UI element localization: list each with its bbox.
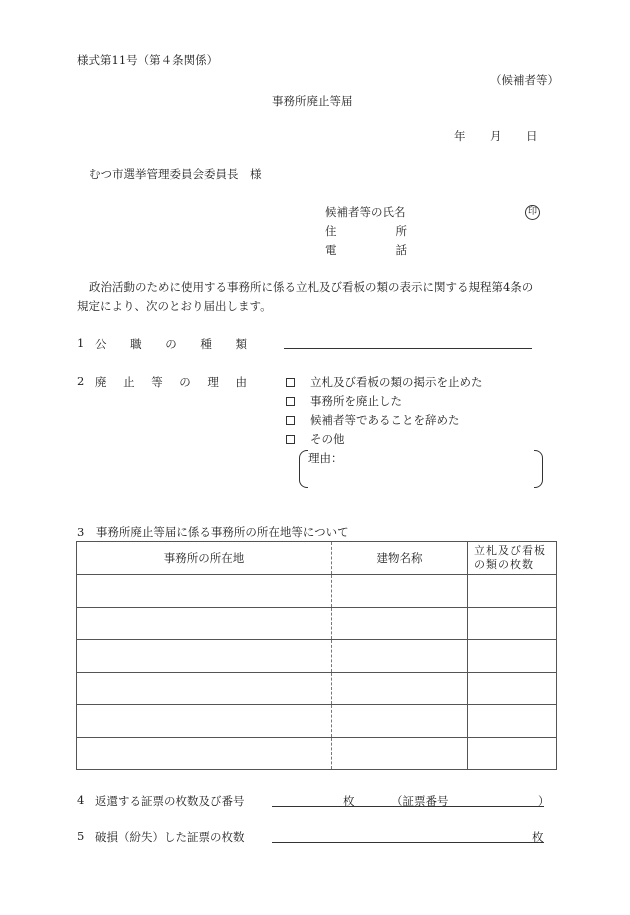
cell-building[interactable] xyxy=(332,575,468,608)
label-char: 等 xyxy=(151,375,163,389)
date-year-label: 年 xyxy=(454,129,466,143)
reason-label: 理由： xyxy=(308,451,343,465)
body-text-line1: 政治活動のために使用する事務所に係る立札及び看板の類の表示に関する規程第4条の xyxy=(89,280,534,294)
reason-bracket-left xyxy=(299,450,308,488)
table-row xyxy=(77,575,557,608)
cell-building[interactable] xyxy=(332,607,468,640)
table-row xyxy=(77,737,557,770)
cell-location[interactable] xyxy=(77,575,332,608)
serial-number-label: （証票番号 xyxy=(391,794,449,808)
document-title: 事務所廃止等届 xyxy=(272,94,353,108)
section5-label: 破損（紛失）した証票の枚数 xyxy=(95,830,245,844)
label-char: 廃 xyxy=(95,375,107,389)
section1-number: 1 xyxy=(77,336,85,350)
cell-sign-count[interactable] xyxy=(468,705,557,738)
checkbox[interactable] xyxy=(286,416,295,425)
cell-building[interactable] xyxy=(332,737,468,770)
column-header-line: の類の枚数 xyxy=(474,558,534,571)
section4-underline xyxy=(272,806,544,807)
label-char: 理 xyxy=(207,375,219,389)
table-row xyxy=(77,672,557,705)
cell-sign-count[interactable] xyxy=(468,672,557,705)
checkbox[interactable] xyxy=(286,378,295,387)
reason-option-label: 候補者等であることを辞めた xyxy=(310,413,460,427)
cell-sign-count[interactable] xyxy=(468,737,557,770)
cell-location[interactable] xyxy=(77,737,332,770)
cell-sign-count[interactable] xyxy=(468,640,557,673)
label-char: 止 xyxy=(123,375,135,389)
cell-sign-count[interactable] xyxy=(468,575,557,608)
table-header-row xyxy=(77,542,557,575)
addressee: むつ市選挙管理委員会委員長 様 xyxy=(89,167,262,181)
section3-heading: 3 事務所廃止等届に係る事務所の所在地等について xyxy=(77,525,349,539)
column-header-location: 事務所の所在地 xyxy=(77,542,332,575)
reason-input[interactable] xyxy=(345,450,530,484)
phone-label-char: 電 xyxy=(325,243,337,257)
label-char: の xyxy=(165,337,177,351)
section5-underline xyxy=(272,842,544,843)
cell-location[interactable] xyxy=(77,640,332,673)
date-month-label: 月 xyxy=(490,129,502,143)
label-char: 公 xyxy=(95,337,107,351)
returned-count-unit: 枚 xyxy=(343,794,355,808)
phone-label-char: 話 xyxy=(395,243,407,257)
applicant-name-label: 候補者等の氏名 xyxy=(325,205,406,219)
section1-label xyxy=(95,336,247,352)
reason-option-label: その他 xyxy=(310,432,345,446)
reason-option[interactable] xyxy=(286,412,460,428)
cell-sign-count[interactable] xyxy=(468,607,557,640)
damaged-count-unit: 枚 xyxy=(532,830,544,844)
cell-building[interactable] xyxy=(332,705,468,738)
label-char: 職 xyxy=(130,337,142,351)
table-row xyxy=(77,640,557,673)
table-row xyxy=(77,607,557,640)
cell-building[interactable] xyxy=(332,672,468,705)
table-row xyxy=(77,705,557,738)
cell-location[interactable] xyxy=(77,607,332,640)
damaged-count-input[interactable] xyxy=(273,827,528,841)
address-label-char: 住 xyxy=(325,224,337,238)
public-office-underline xyxy=(284,348,532,349)
cell-building[interactable] xyxy=(332,640,468,673)
reason-option[interactable] xyxy=(286,374,483,390)
applicant-type: （候補者等） xyxy=(490,73,559,87)
reason-option-label: 立札及び看板の類の掲示を止めた xyxy=(310,375,483,389)
section4-number: 4 xyxy=(77,793,85,807)
reason-option[interactable] xyxy=(286,393,402,409)
date-day-label: 日 xyxy=(526,129,538,143)
section2-number: 2 xyxy=(77,374,85,388)
serial-number-close: ） xyxy=(538,794,550,808)
address-label-char: 所 xyxy=(395,224,407,238)
applicant-phone-label xyxy=(325,242,407,258)
form-number: 様式第11号（第４条関係） xyxy=(77,53,219,67)
label-char: 由 xyxy=(235,375,247,389)
reason-option-label: 事務所を廃止した xyxy=(310,394,402,408)
office-location-table xyxy=(76,541,557,770)
column-header-building: 建物名称 xyxy=(332,542,468,575)
returned-count-input[interactable] xyxy=(273,791,341,805)
reason-option[interactable] xyxy=(286,431,345,447)
seal-icon xyxy=(525,203,540,220)
column-header-line: 立札及び看板 xyxy=(474,544,546,557)
column-header-sign-count xyxy=(468,542,557,575)
applicant-address-label xyxy=(325,223,407,239)
body-text-line2: 規定により、次のとおり届出します。 xyxy=(77,299,272,313)
label-char: 種 xyxy=(200,337,212,351)
reason-bracket-right xyxy=(534,450,543,488)
serial-number-input[interactable] xyxy=(455,791,535,805)
cell-location[interactable] xyxy=(77,705,332,738)
section5-number: 5 xyxy=(77,829,85,843)
label-char: の xyxy=(179,375,191,389)
section4-label: 返還する証票の枚数及び番号 xyxy=(95,794,245,808)
checkbox[interactable] xyxy=(286,397,295,406)
section2-label xyxy=(95,374,247,390)
seal-glyph: 印 xyxy=(525,205,540,220)
label-char: 類 xyxy=(235,337,247,351)
cell-location[interactable] xyxy=(77,672,332,705)
public-office-input[interactable] xyxy=(285,334,532,348)
checkbox[interactable] xyxy=(286,435,295,444)
